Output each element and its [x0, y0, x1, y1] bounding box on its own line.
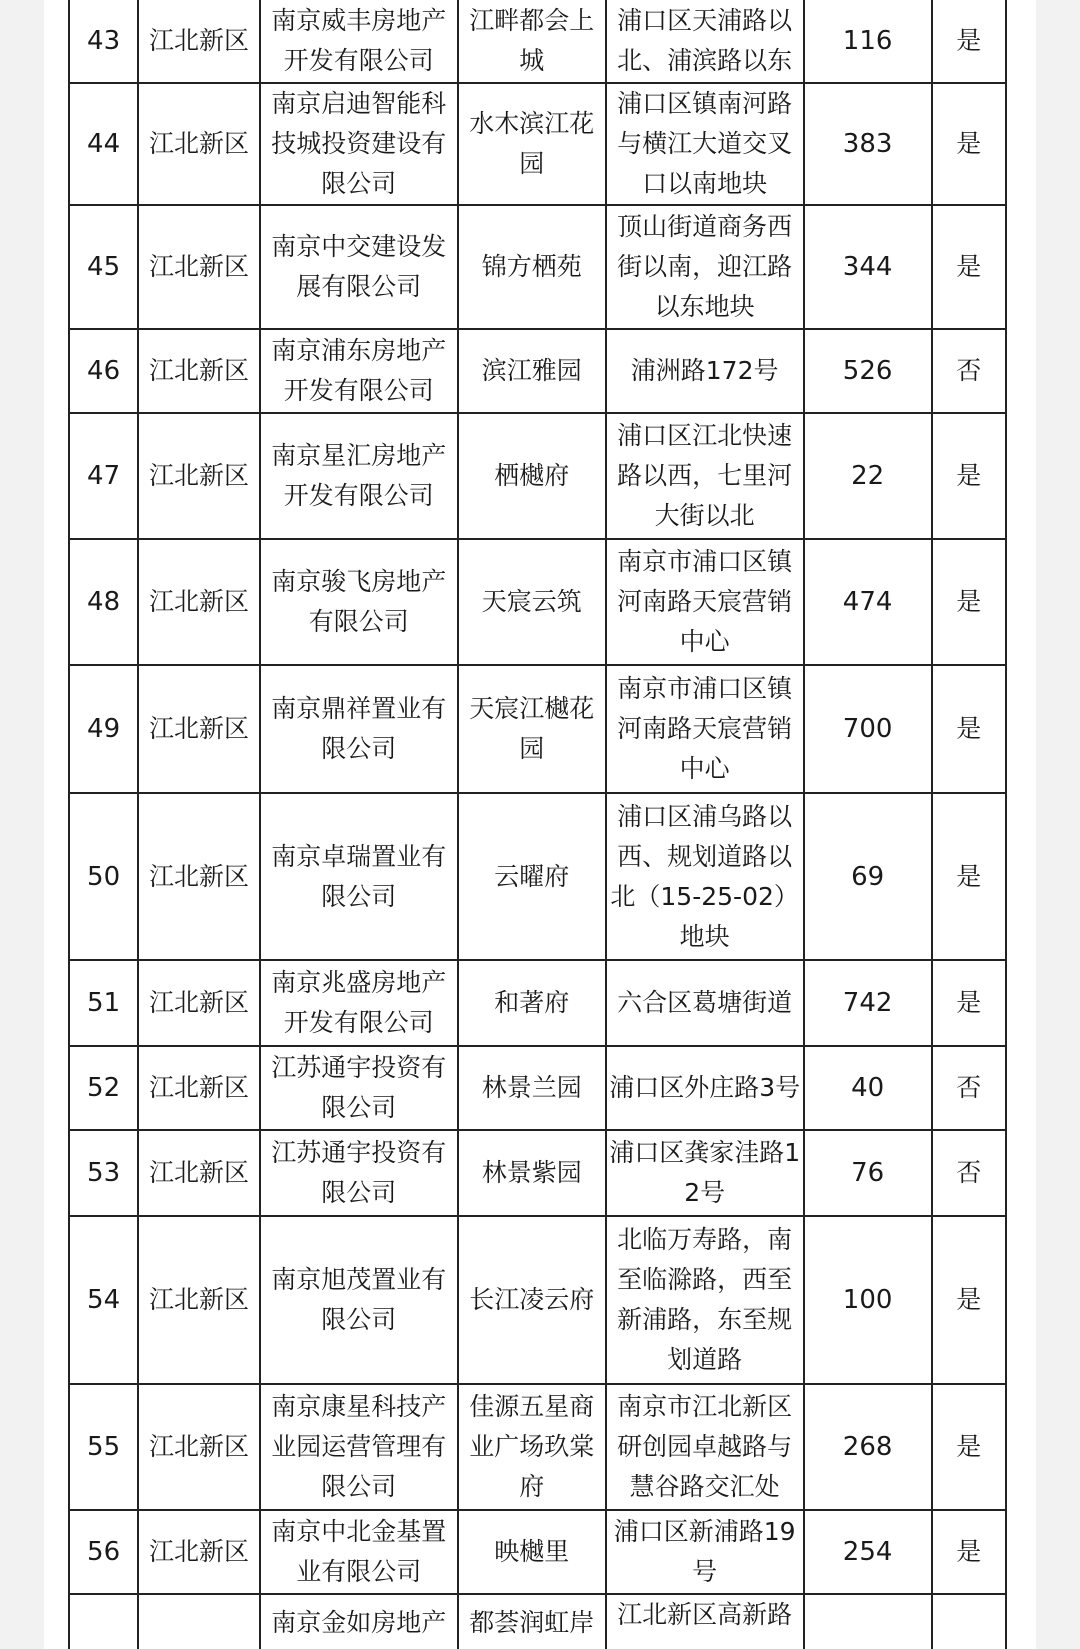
- company-cell: 江苏通宇投资有限公司: [260, 1130, 458, 1216]
- company-cell: 南京骏飞房地产有限公司: [260, 539, 458, 665]
- units-cell: 383: [804, 83, 932, 205]
- project-cell: 栖樾府: [458, 413, 606, 539]
- flag-cell: 是: [932, 793, 1006, 960]
- address-cell: 顶山街道商务西街以南，迎江路以东地块: [606, 205, 804, 329]
- flag-cell: [932, 1594, 1006, 1649]
- district-cell: 江北新区: [138, 0, 260, 83]
- table-row: [69, 205, 1006, 329]
- table-row: [69, 665, 1006, 793]
- address-cell: 浦口区新浦路19号: [606, 1510, 804, 1594]
- flag-cell: 否: [932, 1046, 1006, 1130]
- project-cell: 锦方栖苑: [458, 205, 606, 329]
- address-cell: 浦口区龚家洼路12号: [606, 1130, 804, 1216]
- project-cell: 都荟润虹岸: [458, 1594, 606, 1649]
- project-cell: 云曜府: [458, 793, 606, 960]
- district-cell: 江北新区: [138, 1046, 260, 1130]
- address-cell: 浦口区镇南河路与横江大道交叉口以南地块: [606, 83, 804, 205]
- district-cell: 江北新区: [138, 413, 260, 539]
- flag-cell: 是: [932, 1216, 1006, 1384]
- district-cell: 江北新区: [138, 205, 260, 329]
- company-cell: 南京兆盛房地产开发有限公司: [260, 960, 458, 1046]
- project-cell: 江畔都会上城: [458, 0, 606, 83]
- company-cell: 南京浦东房地产开发有限公司: [260, 329, 458, 413]
- table-row: [69, 1046, 1006, 1130]
- project-cell: 映樾里: [458, 1510, 606, 1594]
- units-cell: 344: [804, 205, 932, 329]
- units-cell: 76: [804, 1130, 932, 1216]
- district-cell: 江北新区: [138, 1130, 260, 1216]
- district-cell: 江北新区: [138, 793, 260, 960]
- row-number: 50: [69, 793, 138, 960]
- address-cell: 浦洲路172号: [606, 329, 804, 413]
- address-cell: 南京市江北新区研创园卓越路与慧谷路交汇处: [606, 1384, 804, 1510]
- company-cell: 南京中交建设发展有限公司: [260, 205, 458, 329]
- flag-cell: 是: [932, 665, 1006, 793]
- project-cell: 天宸江樾花园: [458, 665, 606, 793]
- table-row: [69, 329, 1006, 413]
- project-cell: 和著府: [458, 960, 606, 1046]
- company-cell: 南京启迪智能科技城投资建设有限公司: [260, 83, 458, 205]
- row-number: 51: [69, 960, 138, 1046]
- units-cell: 254: [804, 1510, 932, 1594]
- flag-cell: 是: [932, 413, 1006, 539]
- units-cell: 700: [804, 665, 932, 793]
- company-cell: 南京星汇房地产开发有限公司: [260, 413, 458, 539]
- company-cell: 南京中北金基置业有限公司: [260, 1510, 458, 1594]
- company-cell: 江苏通宇投资有限公司: [260, 1046, 458, 1130]
- project-cell: 长江凌云府: [458, 1216, 606, 1384]
- district-cell: 江北新区: [138, 539, 260, 665]
- district-cell: 江北新区: [138, 665, 260, 793]
- row-number: 43: [69, 0, 138, 83]
- row-number: 47: [69, 413, 138, 539]
- table-row: [69, 1130, 1006, 1216]
- table-row: [69, 413, 1006, 539]
- units-cell: 268: [804, 1384, 932, 1510]
- flag-cell: 是: [932, 205, 1006, 329]
- units-cell: 40: [804, 1046, 932, 1130]
- table-row: [69, 539, 1006, 665]
- table-row-partial: [69, 1594, 1006, 1649]
- flag-cell: 是: [932, 960, 1006, 1046]
- project-cell: 林景兰园: [458, 1046, 606, 1130]
- flag-cell: 否: [932, 329, 1006, 413]
- address-cell: 江北新区高新路: [606, 1594, 804, 1649]
- district-cell: 江北新区: [138, 329, 260, 413]
- company-cell: 南京威丰房地产开发有限公司: [260, 0, 458, 83]
- units-cell: 742: [804, 960, 932, 1046]
- row-number: 46: [69, 329, 138, 413]
- row-number: 49: [69, 665, 138, 793]
- flag-cell: 是: [932, 0, 1006, 83]
- units-cell: 100: [804, 1216, 932, 1384]
- district-cell: 江北新区: [138, 1384, 260, 1510]
- district-cell: 江北新区: [138, 960, 260, 1046]
- row-number: [69, 1594, 138, 1649]
- units-cell: 69: [804, 793, 932, 960]
- project-cell: 林景紫园: [458, 1130, 606, 1216]
- address-cell: 南京市浦口区镇河南路天宸营销中心: [606, 665, 804, 793]
- address-cell: 浦口区江北快速路以西，七里河大街以北: [606, 413, 804, 539]
- table-row: [69, 960, 1006, 1046]
- district-cell: 江北新区: [138, 1510, 260, 1594]
- company-cell: 南京鼎祥置业有限公司: [260, 665, 458, 793]
- units-cell: 22: [804, 413, 932, 539]
- table-row: [69, 793, 1006, 960]
- project-cell: 佳源五星商业广场玖棠府: [458, 1384, 606, 1510]
- project-cell: 滨江雅园: [458, 329, 606, 413]
- row-number: 45: [69, 205, 138, 329]
- table-row: [69, 1384, 1006, 1510]
- district-cell: [138, 1594, 260, 1649]
- address-cell: 浦口区外庄路3号: [606, 1046, 804, 1130]
- row-number: 53: [69, 1130, 138, 1216]
- company-cell: 南京康星科技产业园运营管理有限公司: [260, 1384, 458, 1510]
- row-number: 55: [69, 1384, 138, 1510]
- flag-cell: 是: [932, 1510, 1006, 1594]
- row-number: 48: [69, 539, 138, 665]
- table-row: [69, 0, 1006, 83]
- company-cell: 南京旭茂置业有限公司: [260, 1216, 458, 1384]
- address-cell: 浦口区浦乌路以西、规划道路以北（15-25-02）地块: [606, 793, 804, 960]
- district-cell: 江北新区: [138, 83, 260, 205]
- address-cell: 北临万寿路，南至临滁路，西至新浦路，东至规划道路: [606, 1216, 804, 1384]
- flag-cell: 是: [932, 539, 1006, 665]
- company-cell: 南京卓瑞置业有限公司: [260, 793, 458, 960]
- row-number: 54: [69, 1216, 138, 1384]
- project-cell: 水木滨江花园: [458, 83, 606, 205]
- project-cell: 天宸云筑: [458, 539, 606, 665]
- row-number: 56: [69, 1510, 138, 1594]
- row-number: 52: [69, 1046, 138, 1130]
- table-row: [69, 1216, 1006, 1384]
- table-row: [69, 1510, 1006, 1594]
- flag-cell: 是: [932, 83, 1006, 205]
- address-cell: 南京市浦口区镇河南路天宸营销中心: [606, 539, 804, 665]
- address-cell: 浦口区天浦路以北、浦滨路以东: [606, 0, 804, 83]
- table-row: [69, 83, 1006, 205]
- company-cell: 南京金如房地产: [260, 1594, 458, 1649]
- housing-project-table: [68, 0, 1007, 1649]
- units-cell: 474: [804, 539, 932, 665]
- district-cell: 江北新区: [138, 1216, 260, 1384]
- units-cell: 116: [804, 0, 932, 83]
- flag-cell: 是: [932, 1384, 1006, 1510]
- address-cell: 六合区葛塘街道: [606, 960, 804, 1046]
- units-cell: [804, 1594, 932, 1649]
- units-cell: 526: [804, 329, 932, 413]
- row-number: 44: [69, 83, 138, 205]
- flag-cell: 否: [932, 1130, 1006, 1216]
